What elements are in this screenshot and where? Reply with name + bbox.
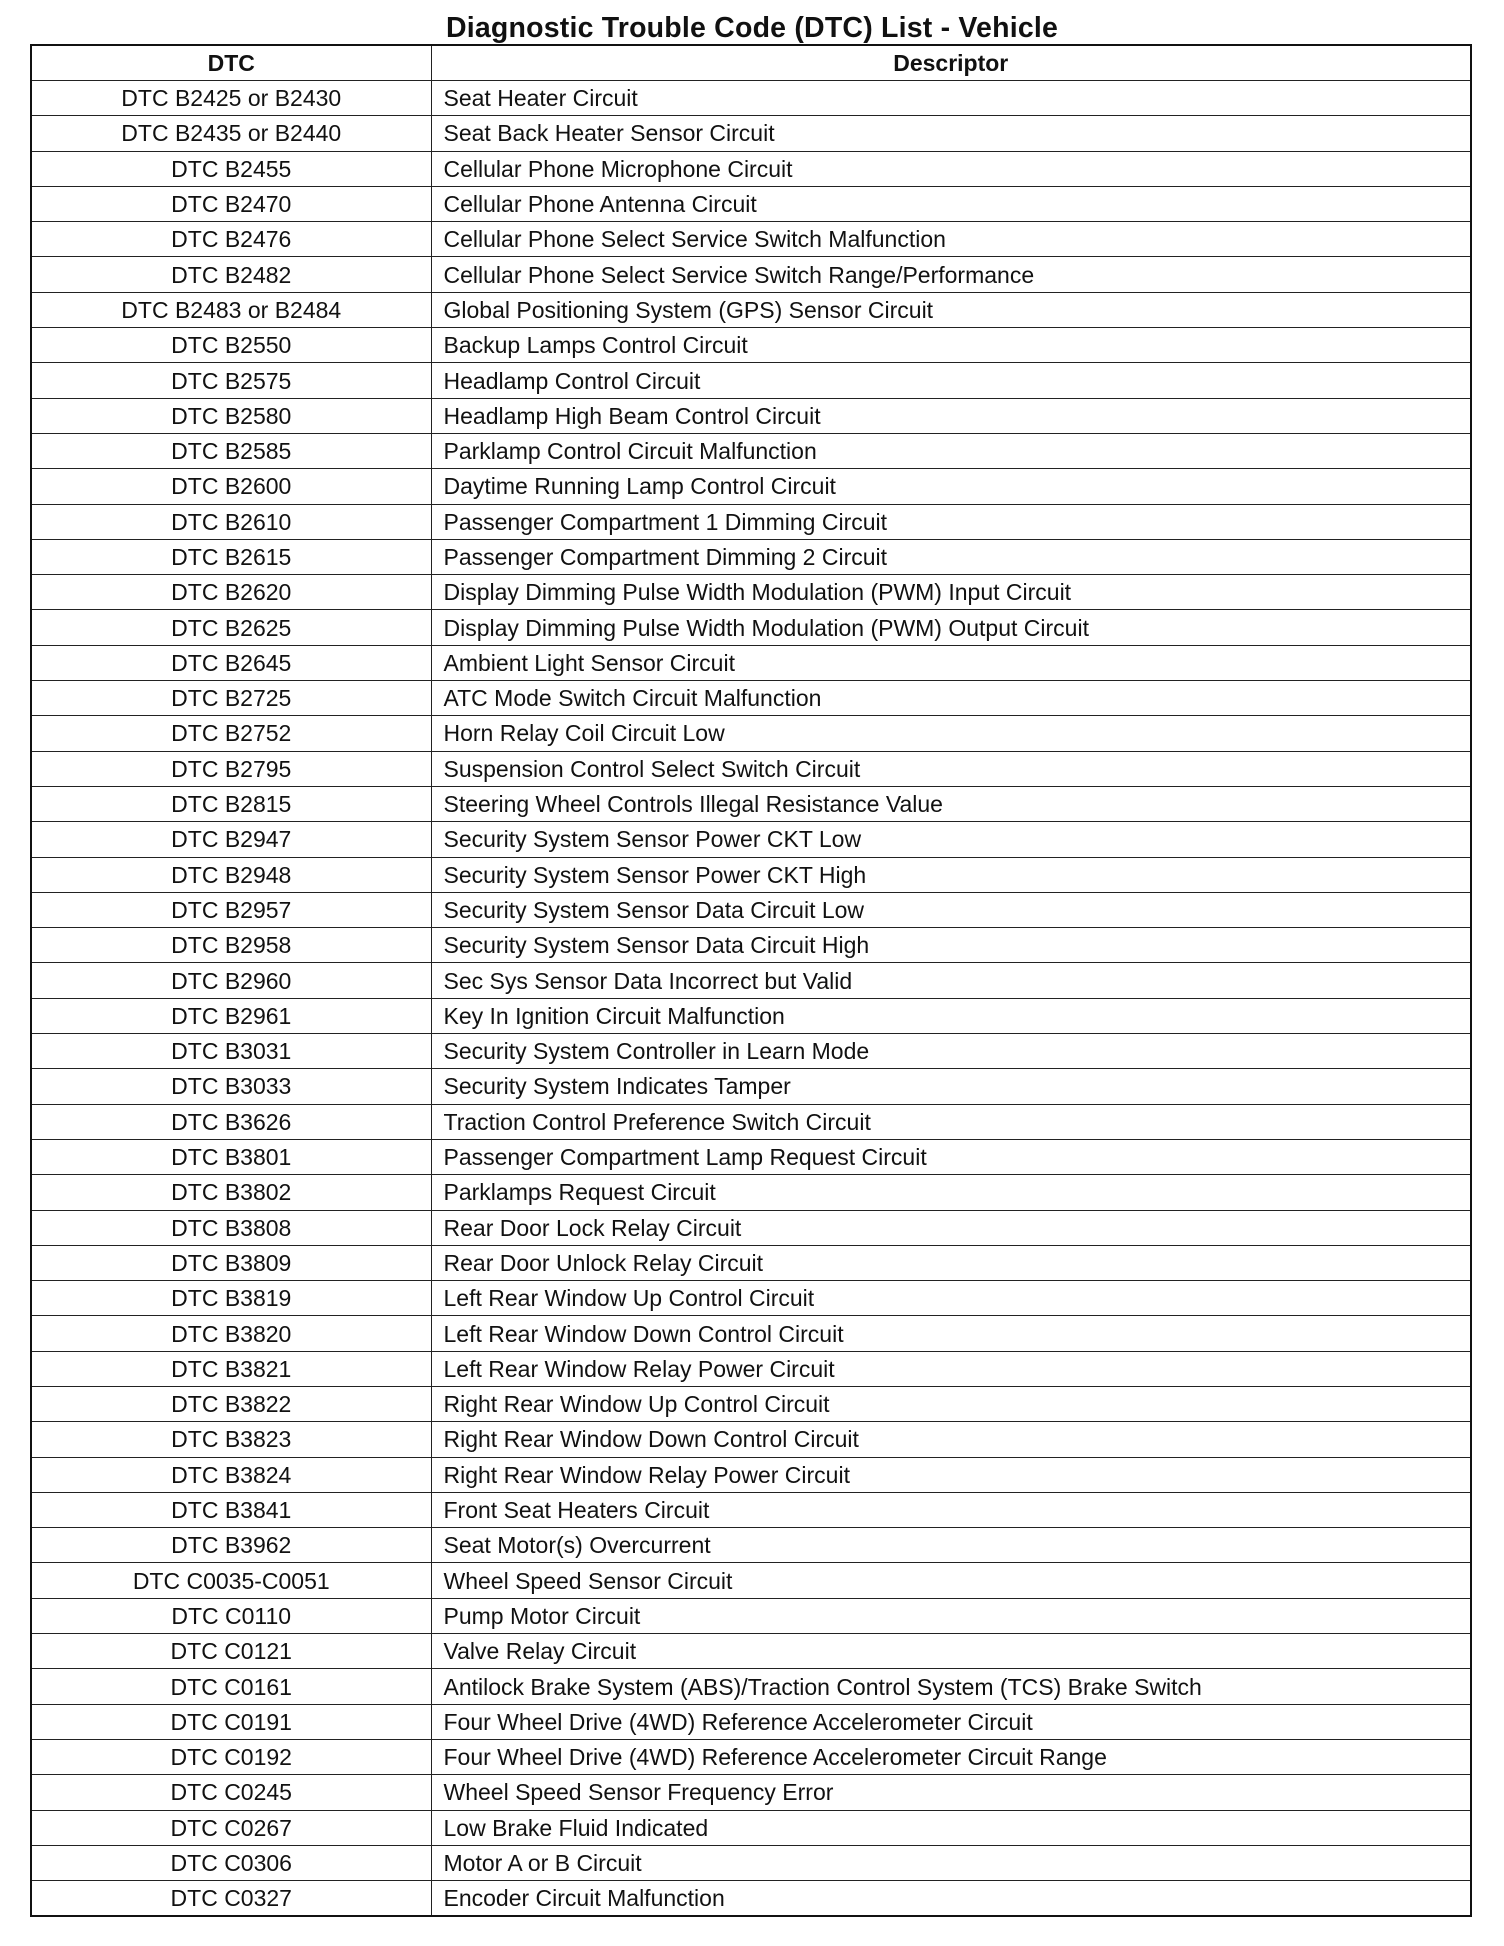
dtc-code-cell: DTC C0267 — [31, 1810, 431, 1845]
dtc-code-cell: DTC B2960 — [31, 963, 431, 998]
dtc-code-cell: DTC B2725 — [31, 681, 431, 716]
dtc-descriptor-cell: Daytime Running Lamp Control Circuit — [431, 469, 1471, 504]
dtc-code-cell: DTC B3801 — [31, 1139, 431, 1174]
dtc-descriptor-cell: Security System Sensor Power CKT High — [431, 857, 1471, 892]
table-row — [31, 1034, 1471, 1069]
dtc-descriptor-cell: Headlamp High Beam Control Circuit — [431, 398, 1471, 433]
dtc-descriptor-cell: Passenger Compartment Dimming 2 Circuit — [431, 539, 1471, 574]
dtc-code-cell: DTC B3626 — [31, 1104, 431, 1139]
table-row — [31, 822, 1471, 857]
dtc-descriptor-cell: Right Rear Window Up Control Circuit — [431, 1386, 1471, 1421]
dtc-code-cell: DTC B3823 — [31, 1422, 431, 1457]
dtc-code-cell: DTC B2795 — [31, 751, 431, 786]
dtc-code-cell: DTC B2425 or B2430 — [31, 81, 431, 116]
dtc-descriptor-cell: Cellular Phone Select Service Switch Malfunction — [431, 222, 1471, 257]
table-row — [31, 998, 1471, 1033]
table-header-row — [31, 45, 1471, 81]
table-row — [31, 645, 1471, 680]
dtc-descriptor-cell: Encoder Circuit Malfunction — [431, 1881, 1471, 1917]
dtc-descriptor-cell: Valve Relay Circuit — [431, 1634, 1471, 1669]
dtc-descriptor-cell: Right Rear Window Relay Power Circuit — [431, 1457, 1471, 1492]
dtc-code-cell: DTC C0191 — [31, 1704, 431, 1739]
table-row — [31, 433, 1471, 468]
dtc-descriptor-cell: Rear Door Lock Relay Circuit — [431, 1210, 1471, 1245]
dtc-code-cell: DTC B3821 — [31, 1351, 431, 1386]
table-row — [31, 716, 1471, 751]
column-header-descriptor: Descriptor — [431, 45, 1471, 81]
dtc-descriptor-cell: Seat Motor(s) Overcurrent — [431, 1528, 1471, 1563]
dtc-code-cell: DTC B3033 — [31, 1069, 431, 1104]
dtc-descriptor-cell: Horn Relay Coil Circuit Low — [431, 716, 1471, 751]
dtc-code-cell: DTC B3808 — [31, 1210, 431, 1245]
dtc-descriptor-cell: Sec Sys Sensor Data Incorrect but Valid — [431, 963, 1471, 998]
table-row — [31, 1104, 1471, 1139]
dtc-code-cell: DTC B2957 — [31, 892, 431, 927]
dtc-descriptor-cell: Security System Sensor Power CKT Low — [431, 822, 1471, 857]
table-row — [31, 892, 1471, 927]
dtc-code-cell: DTC B2476 — [31, 222, 431, 257]
table-row — [31, 1598, 1471, 1633]
dtc-descriptor-cell: Motor A or B Circuit — [431, 1845, 1471, 1880]
table-row — [31, 1563, 1471, 1598]
dtc-code-cell: DTC B2455 — [31, 151, 431, 186]
dtc-code-cell: DTC B2752 — [31, 716, 431, 751]
table-row — [31, 1139, 1471, 1174]
dtc-code-cell: DTC B3841 — [31, 1492, 431, 1527]
dtc-descriptor-cell: Backup Lamps Control Circuit — [431, 328, 1471, 363]
dtc-descriptor-cell: Cellular Phone Antenna Circuit — [431, 186, 1471, 221]
dtc-descriptor-cell: Antilock Brake System (ABS)/Traction Control System (TCS) Brake Switch — [431, 1669, 1471, 1704]
dtc-descriptor-cell: ATC Mode Switch Circuit Malfunction — [431, 681, 1471, 716]
table-row — [31, 1845, 1471, 1880]
dtc-code-cell: DTC C0161 — [31, 1669, 431, 1704]
dtc-descriptor-cell: Wheel Speed Sensor Circuit — [431, 1563, 1471, 1598]
dtc-descriptor-cell: Passenger Compartment 1 Dimming Circuit — [431, 504, 1471, 539]
dtc-descriptor-cell: Cellular Phone Microphone Circuit — [431, 151, 1471, 186]
dtc-descriptor-cell: Display Dimming Pulse Width Modulation (PWM) Input Circuit — [431, 575, 1471, 610]
table-row — [31, 1492, 1471, 1527]
table-row — [31, 1386, 1471, 1421]
table-row — [31, 116, 1471, 151]
dtc-descriptor-cell: Cellular Phone Select Service Switch Range/Performance — [431, 257, 1471, 292]
table-row — [31, 786, 1471, 821]
table-row — [31, 1457, 1471, 1492]
table-row — [31, 1175, 1471, 1210]
dtc-descriptor-cell: Rear Door Unlock Relay Circuit — [431, 1245, 1471, 1280]
table-row — [31, 1069, 1471, 1104]
dtc-code-cell: DTC B3824 — [31, 1457, 431, 1492]
dtc-descriptor-cell: Display Dimming Pulse Width Modulation (PWM) Output Circuit — [431, 610, 1471, 645]
dtc-code-cell: DTC B2470 — [31, 186, 431, 221]
dtc-code-cell: DTC B3822 — [31, 1386, 431, 1421]
table-row — [31, 1775, 1471, 1810]
table-row — [31, 1704, 1471, 1739]
table-row — [31, 857, 1471, 892]
dtc-descriptor-cell: Steering Wheel Controls Illegal Resistance Value — [431, 786, 1471, 821]
table-row — [31, 1528, 1471, 1563]
dtc-code-cell: DTC B2482 — [31, 257, 431, 292]
dtc-code-cell: DTC C0110 — [31, 1598, 431, 1633]
dtc-code-cell: DTC B3820 — [31, 1316, 431, 1351]
dtc-descriptor-cell: Security System Controller in Learn Mode — [431, 1034, 1471, 1069]
table-row — [31, 398, 1471, 433]
dtc-code-cell: DTC C0035-C0051 — [31, 1563, 431, 1598]
dtc-code-cell: DTC B2580 — [31, 398, 431, 433]
table-body — [31, 81, 1471, 1917]
dtc-code-cell: DTC B3802 — [31, 1175, 431, 1210]
dtc-table — [30, 44, 1472, 1917]
dtc-descriptor-cell: Security System Sensor Data Circuit Low — [431, 892, 1471, 927]
table-row — [31, 257, 1471, 292]
dtc-descriptor-cell: Security System Sensor Data Circuit High — [431, 928, 1471, 963]
dtc-descriptor-cell: Security System Indicates Tamper — [431, 1069, 1471, 1104]
table-row — [31, 328, 1471, 363]
dtc-code-cell: DTC C0192 — [31, 1739, 431, 1774]
page-title: Diagnostic Trouble Code (DTC) List - Vehicle — [445, 12, 1059, 44]
dtc-descriptor-cell: Parklamps Request Circuit — [431, 1175, 1471, 1210]
table-row — [31, 963, 1471, 998]
table-row — [31, 1316, 1471, 1351]
dtc-descriptor-cell: Left Rear Window Relay Power Circuit — [431, 1351, 1471, 1386]
dtc-descriptor-cell: Left Rear Window Down Control Circuit — [431, 1316, 1471, 1351]
dtc-code-cell: DTC C0327 — [31, 1881, 431, 1917]
dtc-descriptor-cell: Pump Motor Circuit — [431, 1598, 1471, 1633]
table-row — [31, 1422, 1471, 1457]
table-row — [31, 1810, 1471, 1845]
dtc-descriptor-cell: Passenger Compartment Lamp Request Circuit — [431, 1139, 1471, 1174]
dtc-descriptor-cell: Front Seat Heaters Circuit — [431, 1492, 1471, 1527]
dtc-descriptor-cell: Right Rear Window Down Control Circuit — [431, 1422, 1471, 1457]
dtc-code-cell: DTC B3819 — [31, 1281, 431, 1316]
dtc-code-cell: DTC B2615 — [31, 539, 431, 574]
dtc-descriptor-cell: Four Wheel Drive (4WD) Reference Accelerometer Circuit Range — [431, 1739, 1471, 1774]
table-row — [31, 1881, 1471, 1917]
dtc-descriptor-cell: Suspension Control Select Switch Circuit — [431, 751, 1471, 786]
table-row — [31, 186, 1471, 221]
dtc-descriptor-cell: Left Rear Window Up Control Circuit — [431, 1281, 1471, 1316]
table-row — [31, 292, 1471, 327]
dtc-descriptor-cell: Key In Ignition Circuit Malfunction — [431, 998, 1471, 1033]
table-row — [31, 151, 1471, 186]
dtc-code-cell: DTC B2625 — [31, 610, 431, 645]
table-row — [31, 1634, 1471, 1669]
dtc-code-cell: DTC B2483 or B2484 — [31, 292, 431, 327]
dtc-descriptor-cell: Seat Back Heater Sensor Circuit — [431, 116, 1471, 151]
table-row — [31, 751, 1471, 786]
table-row — [31, 1669, 1471, 1704]
dtc-descriptor-cell: Headlamp Control Circuit — [431, 363, 1471, 398]
table-row — [31, 681, 1471, 716]
table-row — [31, 504, 1471, 539]
table-row — [31, 610, 1471, 645]
table-row — [31, 1351, 1471, 1386]
dtc-code-cell: DTC B2610 — [31, 504, 431, 539]
dtc-code-cell: DTC B2575 — [31, 363, 431, 398]
dtc-descriptor-cell: Traction Control Preference Switch Circuit — [431, 1104, 1471, 1139]
dtc-descriptor-cell: Ambient Light Sensor Circuit — [431, 645, 1471, 680]
dtc-code-cell: DTC B2961 — [31, 998, 431, 1033]
dtc-code-cell: DTC B2585 — [31, 433, 431, 468]
dtc-code-cell: DTC B3809 — [31, 1245, 431, 1280]
table-row — [31, 469, 1471, 504]
dtc-code-cell: DTC B2948 — [31, 857, 431, 892]
table-row — [31, 1739, 1471, 1774]
dtc-code-cell: DTC B2947 — [31, 822, 431, 857]
dtc-code-cell: DTC B2550 — [31, 328, 431, 363]
dtc-code-cell: DTC B2815 — [31, 786, 431, 821]
table-row — [31, 539, 1471, 574]
dtc-code-cell: DTC C0306 — [31, 1845, 431, 1880]
dtc-code-cell: DTC B2435 or B2440 — [31, 116, 431, 151]
table-row — [31, 1210, 1471, 1245]
dtc-code-cell: DTC B3031 — [31, 1034, 431, 1069]
dtc-descriptor-cell: Low Brake Fluid Indicated — [431, 1810, 1471, 1845]
dtc-code-cell: DTC C0245 — [31, 1775, 431, 1810]
dtc-code-cell: DTC B3962 — [31, 1528, 431, 1563]
table-row — [31, 928, 1471, 963]
dtc-descriptor-cell: Wheel Speed Sensor Frequency Error — [431, 1775, 1471, 1810]
column-header-dtc: DTC — [31, 45, 431, 81]
dtc-descriptor-cell: Seat Heater Circuit — [431, 81, 1471, 116]
dtc-descriptor-cell: Global Positioning System (GPS) Sensor Circuit — [431, 292, 1471, 327]
table-row — [31, 222, 1471, 257]
dtc-code-cell: DTC B2958 — [31, 928, 431, 963]
table-row — [31, 575, 1471, 610]
dtc-code-cell: DTC B2620 — [31, 575, 431, 610]
dtc-code-cell: DTC B2600 — [31, 469, 431, 504]
dtc-code-cell: DTC B2645 — [31, 645, 431, 680]
dtc-code-cell: DTC C0121 — [31, 1634, 431, 1669]
table-row — [31, 1281, 1471, 1316]
table-row — [31, 1245, 1471, 1280]
dtc-descriptor-cell: Parklamp Control Circuit Malfunction — [431, 433, 1471, 468]
dtc-descriptor-cell: Four Wheel Drive (4WD) Reference Accelerometer Circuit — [431, 1704, 1471, 1739]
table-row — [31, 363, 1471, 398]
table-row — [31, 81, 1471, 116]
